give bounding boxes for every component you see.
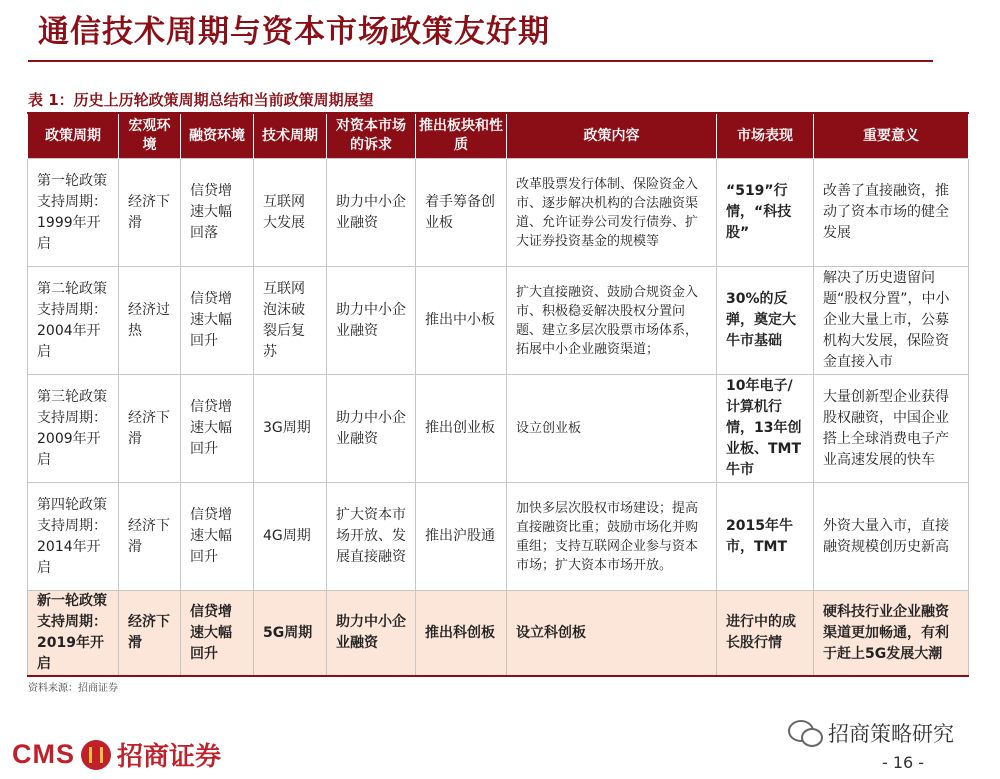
cell-macro-environment: 经济下滑 xyxy=(119,591,181,677)
header-board-launched: 推出板块和性质 xyxy=(416,113,507,159)
policy-cycle-table xyxy=(27,112,969,677)
table-row xyxy=(28,267,969,375)
cell-policy-cycle: 第四轮政策支持周期：2014年开启 xyxy=(28,483,119,591)
cell-technology-cycle: 3G周期 xyxy=(254,375,327,483)
cell-significance: 改善了直接融资，推动了资本市场的健全发展 xyxy=(814,159,969,267)
cell-policy-content: 扩大直接融资、鼓励合规资金入市、积极稳妥解决股权分置问题、建立多层次股票市场体系，拓展中小企业融资渠道； xyxy=(507,267,717,375)
cell-policy-cycle: 第一轮政策支持周期：1999年开启 xyxy=(28,159,119,267)
cell-policy-content: 设立科创板 xyxy=(507,591,717,677)
cms-logo xyxy=(12,736,221,773)
header-macro-environment: 宏观环境 xyxy=(119,113,181,159)
cell-market-performance: “519”行情，“科技股” xyxy=(717,159,814,267)
cell-macro-environment: 经济下滑 xyxy=(119,483,181,591)
cell-significance: 大量创新型企业获得股权融资，中国企业搭上全球消费电子产业高速发展的快车 xyxy=(814,375,969,483)
cell-financing-environment: 信贷增速大幅回升 xyxy=(181,591,254,677)
policy-cycle-table-container xyxy=(27,112,969,677)
cell-board-launched: 推出创业板 xyxy=(416,375,507,483)
table-header-row xyxy=(28,113,969,159)
cell-significance: 解决了历史遗留问题“股权分置”，中小企业大量上市，公募机构大发展，保险资金直接入市 xyxy=(814,267,969,375)
wechat-icon xyxy=(788,718,822,748)
header-technology-cycle: 技术周期 xyxy=(254,113,327,159)
cell-financing-environment: 信贷增速大幅回升 xyxy=(181,483,254,591)
logo-cn-text: 招商证券 xyxy=(117,742,222,772)
header-policy-content: 政策内容 xyxy=(507,113,717,159)
cell-board-launched: 推出科创板 xyxy=(416,591,507,677)
table-row xyxy=(28,159,969,267)
cell-financing-environment: 信贷增速大幅回升 xyxy=(181,375,254,483)
cms-logo-emblem-icon xyxy=(81,740,111,770)
header-significance: 重要意义 xyxy=(814,113,969,159)
page-title: 通信技术周期与资本市场政策友好期 xyxy=(38,14,550,50)
cell-market-performance: 进行中的成长股行情 xyxy=(717,591,814,677)
cell-capital-market-demand: 助力中小企业融资 xyxy=(327,375,416,483)
cell-policy-content: 改革股票发行体制、保险资金入市、逐步解决机构的合法融资渠道、允许证券公司发行债券、扩大证券投资基金的规模等 xyxy=(507,159,717,267)
source-note: 资料来源：招商证券 xyxy=(28,683,118,694)
cell-capital-market-demand: 扩大资本市场开放、发展直接融资 xyxy=(327,483,416,591)
cell-macro-environment: 经济下滑 xyxy=(119,159,181,267)
cell-significance: 外资大量入市，直接融资规模创历史新高 xyxy=(814,483,969,591)
cell-financing-environment: 信贷增速大幅回落 xyxy=(181,159,254,267)
cell-macro-environment: 经济下滑 xyxy=(119,375,181,483)
cell-policy-cycle: 新一轮政策支持周期：2019年开启 xyxy=(28,591,119,677)
table-row xyxy=(28,375,969,483)
cell-technology-cycle: 5G周期 xyxy=(254,591,327,677)
cell-policy-cycle: 第二轮政策支持周期：2004年开启 xyxy=(28,267,119,375)
header-market-performance: 市场表现 xyxy=(717,113,814,159)
cell-board-launched: 推出沪股通 xyxy=(416,483,507,591)
table-caption: 表 1：历史上历轮政策周期总结和当前政策周期展望 xyxy=(28,91,374,109)
cell-market-performance: 2015年牛市，TMT xyxy=(717,483,814,591)
header-policy-cycle: 政策周期 xyxy=(28,113,119,159)
page-number: - 16 - xyxy=(882,753,925,772)
table-row-highlighted xyxy=(28,591,969,677)
cell-policy-content: 设立创业板 xyxy=(507,375,717,483)
cell-policy-cycle: 第三轮政策支持周期：2009年开启 xyxy=(28,375,119,483)
cell-board-launched: 着手筹备创业板 xyxy=(416,159,507,267)
title-divider xyxy=(28,60,933,62)
cell-technology-cycle: 4G周期 xyxy=(254,483,327,591)
cell-market-performance: 10年电子/计算机行情，13年创业板、TMT牛市 xyxy=(717,375,814,483)
cell-market-performance: 30%的反弹，奠定大牛市基础 xyxy=(717,267,814,375)
cell-macro-environment: 经济过热 xyxy=(119,267,181,375)
table-row xyxy=(28,483,969,591)
cell-capital-market-demand: 助力中小企业融资 xyxy=(327,591,416,677)
cell-technology-cycle: 互联网泡沫破裂后复苏 xyxy=(254,267,327,375)
cell-significance: 硬科技行业企业融资渠道更加畅通，有利于赶上5G发展大潮 xyxy=(814,591,969,677)
cell-technology-cycle: 互联网大发展 xyxy=(254,159,327,267)
cell-capital-market-demand: 助力中小企业融资 xyxy=(327,267,416,375)
cell-capital-market-demand: 助力中小企业融资 xyxy=(327,159,416,267)
header-financing-environment: 融资环境 xyxy=(181,113,254,159)
cell-policy-content: 加快多层次股权市场建设；提高直接融资比重；鼓励市场化并购重组；支持互联网企业参与资本市场；扩大资本市场开放。 xyxy=(507,483,717,591)
wechat-watermark xyxy=(788,718,954,748)
header-capital-market-demand: 对资本市场的诉求 xyxy=(327,113,416,159)
logo-en-text: CMS xyxy=(12,739,75,769)
wechat-account-name: 招商策略研究 xyxy=(828,722,954,746)
cell-board-launched: 推出中小板 xyxy=(416,267,507,375)
cell-financing-environment: 信贷增速大幅回升 xyxy=(181,267,254,375)
